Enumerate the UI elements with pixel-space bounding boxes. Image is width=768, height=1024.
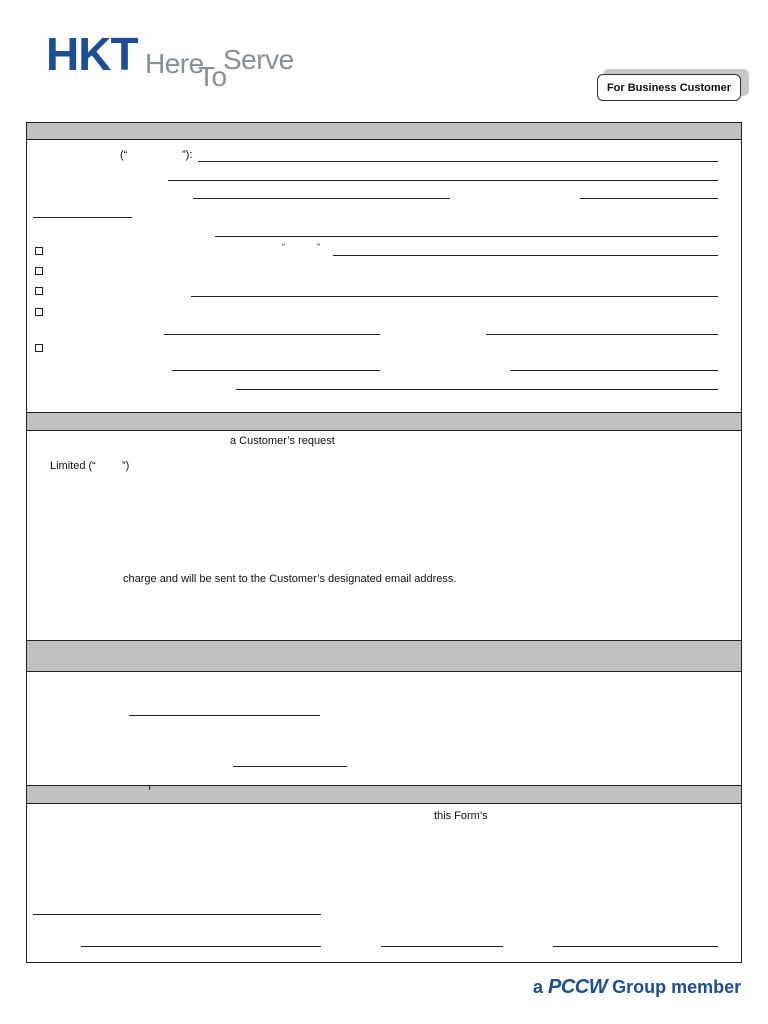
section-4-header <box>27 785 741 804</box>
section-2-text-limited: Limited (“ <box>50 460 96 472</box>
input-line-option-5b[interactable] <box>510 370 718 371</box>
section-2-text-request: a Customer’s request <box>230 435 335 447</box>
input-line-address[interactable] <box>168 180 718 181</box>
input-line-name[interactable] <box>81 946 321 947</box>
checkbox-option-3[interactable] <box>35 287 43 295</box>
quote-open-1: (“ <box>120 149 128 161</box>
input-line-field-a[interactable] <box>193 198 450 199</box>
section-2-header <box>27 412 741 431</box>
pccw-logo: PCCW <box>548 976 608 998</box>
input-line-title[interactable] <box>381 946 503 947</box>
input-line-option-5a[interactable] <box>172 370 380 371</box>
tagline-serve: Serve <box>223 44 294 75</box>
pccw-group-footer <box>533 976 741 999</box>
input-line-option-4b[interactable] <box>486 334 718 335</box>
tagline-to: To <box>198 61 227 92</box>
section-2-text-email: charge and will be sent to the Customer’s designated email address. <box>123 573 457 585</box>
business-customer-badge: For Business Customer <box>597 74 741 101</box>
quote-close-1: ”): <box>182 149 193 161</box>
input-line-date[interactable] <box>553 946 718 947</box>
input-line-section-3b[interactable] <box>233 766 347 767</box>
input-line-option-1[interactable] <box>333 255 718 256</box>
input-line-option-5c[interactable] <box>236 389 718 390</box>
quote-open-2: “ <box>282 242 285 252</box>
input-line-customer-name[interactable] <box>198 161 718 162</box>
checkbox-option-2[interactable] <box>35 267 43 275</box>
checkbox-option-1[interactable] <box>35 247 43 255</box>
tagline-here: Here <box>145 48 204 79</box>
section-2-text-quote-close: ”) <box>122 460 130 472</box>
input-line-section-3a[interactable] <box>129 715 320 716</box>
input-line-option-4a[interactable] <box>164 334 380 335</box>
form-frame <box>26 122 742 963</box>
section-1-header <box>27 122 741 140</box>
checkbox-option-4[interactable] <box>35 308 43 316</box>
input-line-field-b[interactable] <box>580 198 718 199</box>
input-line-field-c[interactable] <box>33 217 132 218</box>
footer-prefix: a <box>533 977 544 997</box>
section-3-header <box>27 640 741 672</box>
footer-suffix: Group member <box>612 977 742 997</box>
input-line-option-3[interactable] <box>191 296 718 297</box>
section-4-header-mark: ’ <box>148 785 152 797</box>
input-line-field-d[interactable] <box>215 236 718 237</box>
checkbox-option-5[interactable] <box>35 344 43 352</box>
signature-line[interactable] <box>33 914 321 915</box>
quote-close-2: ” <box>317 242 320 252</box>
section-4-text-form: this Form’s <box>434 810 488 822</box>
hkt-logo: HKT <box>46 28 138 80</box>
